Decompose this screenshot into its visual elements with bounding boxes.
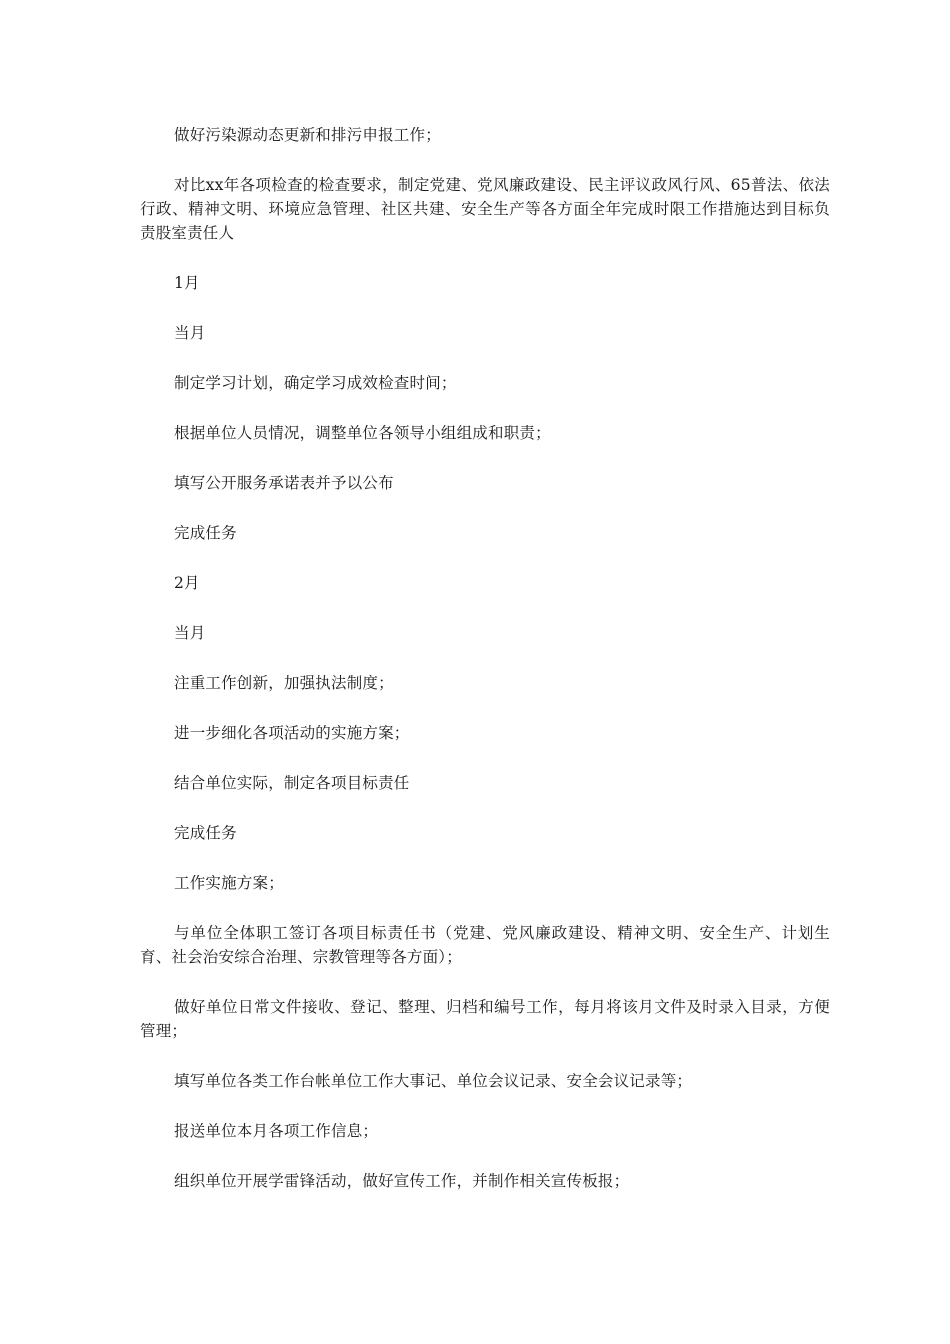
paragraph: 进一步细化各项活动的实施方案； bbox=[174, 724, 410, 742]
paragraph: 结合单位实际，制定各项目标责任 bbox=[174, 774, 410, 792]
paragraph: 根据单位人员情况，调整单位各领导小组组成和职责； bbox=[174, 424, 551, 442]
paragraph: 工作实施方案； bbox=[174, 874, 284, 892]
paragraph: 完成任务 bbox=[174, 524, 237, 542]
document-body bbox=[140, 123, 830, 1219]
paragraph: 2月 bbox=[174, 574, 200, 592]
paragraph: 1月 bbox=[174, 274, 200, 292]
paragraph: 组织单位开展学雷锋活动，做好宣传工作，并制作相关宣传板报； bbox=[174, 1172, 630, 1190]
paragraph: 当月 bbox=[174, 324, 206, 342]
paragraph: 填写公开服务承诺表并予以公布 bbox=[174, 474, 394, 492]
paragraph: 完成任务 bbox=[174, 824, 237, 842]
paragraph: 做好单位日常文件接收、登记、整理、归档和编号工作，每月将该月文件及时录入目录，方便管理； bbox=[140, 998, 830, 1040]
paragraph: 与单位全体职工签订各项目标责任书（党建、党风廉政建设、精神文明、安全生产、计划生育、社会治安综合治理、宗教管理等各方面）； bbox=[140, 924, 830, 966]
paragraph: 对比xx年各项检查的检查要求，制定党建、党风廉政建设、民主评议政风行风、65普法、依法行政、精神文明、环境应急管理、社区共建、安全生产等各方面全年完成时限工作措施达到目标负责股室责任人 bbox=[140, 176, 830, 242]
paragraph: 制定学习计划，确定学习成效检查时间； bbox=[174, 374, 457, 392]
paragraph: 报送单位本月各项工作信息； bbox=[174, 1122, 379, 1140]
paragraph: 填写单位各类工作台帐单位工作大事记、单位会议记录、安全会议记录等； bbox=[174, 1072, 693, 1090]
paragraph: 做好污染源动态更新和排污申报工作； bbox=[174, 126, 441, 144]
paragraph: 当月 bbox=[174, 624, 206, 642]
paragraph: 注重工作创新，加强执法制度； bbox=[174, 674, 394, 692]
